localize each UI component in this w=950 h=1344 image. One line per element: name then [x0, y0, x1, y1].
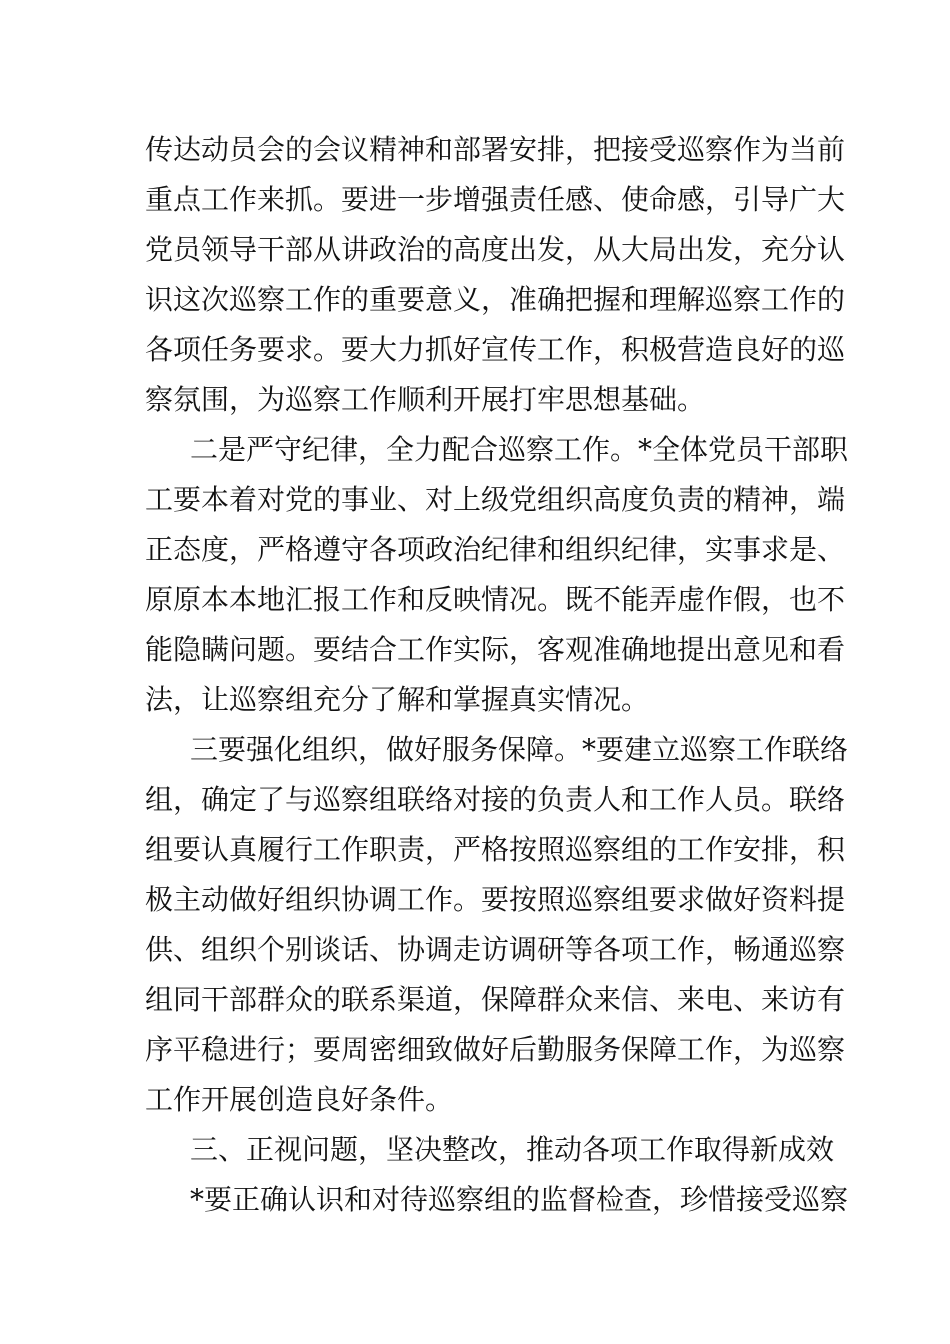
text-line: 工作开展创造良好条件。 — [145, 1083, 454, 1116]
paragraph-heading-line: *要正确认识和对待巡察组的监督检查，珍惜接受巡察 — [190, 1183, 849, 1216]
text-line: 察氛围，为巡察工作顺利开展打牢思想基础。 — [145, 383, 706, 416]
paragraph-heading-line: 三要强化组织，做好服务保障。*要建立巡察工作联络 — [190, 733, 849, 766]
text-line: 工要本着对党的事业、对上级党组织高度负责的精神，端 — [145, 483, 846, 516]
text-line: 识这次巡察工作的重要意义，准确把握和理解巡察工作的 — [145, 283, 846, 316]
text-line: 序平稳进行；要周密细致做好后勤服务保障工作，为巡察 — [145, 1033, 846, 1066]
text-line: 原原本本地汇报工作和反映情况。既不能弄虚作假，也不 — [145, 583, 846, 616]
paragraph-heading-line: 二是严守纪律，全力配合巡察工作。*全体党员干部职 — [190, 433, 849, 466]
text-line: 组同干部群众的联系渠道，保障群众来信、来电、来访有 — [145, 983, 846, 1016]
text-line: 法，让巡察组充分了解和掌握真实情况。 — [145, 683, 650, 716]
text-line: 能隐瞒问题。要结合工作实际，客观准确地提出意见和看 — [145, 633, 846, 666]
text-line: 供、组织个别谈话、协调走访调研等各项工作，畅通巡察 — [145, 933, 846, 966]
text-line: 重点工作来抓。要进一步增强责任感、使命感，引导广大 — [145, 183, 846, 216]
text-line: 组，确定了与巡察组联络对接的负责人和工作人员。联络 — [145, 783, 846, 816]
text-line: 各项任务要求。要大力抓好宣传工作，积极营造良好的巡 — [145, 333, 846, 366]
text-line: 极主动做好组织协调工作。要按照巡察组要求做好资料提 — [145, 883, 846, 916]
text-line: 正态度，严格遵守各项政治纪律和组织纪律，实事求是、 — [145, 533, 846, 566]
text-line: 党员领导干部从讲政治的高度出发，从大局出发，充分认 — [145, 233, 846, 266]
section-heading: 三、正视问题，坚决整改，推动各项工作取得新成效 — [190, 1133, 835, 1166]
text-line: 组要认真履行工作职责，严格按照巡察组的工作安排，积 — [145, 833, 846, 866]
text-line: 传达动员会的会议精神和部署安排，把接受巡察作为当前 — [145, 133, 846, 166]
